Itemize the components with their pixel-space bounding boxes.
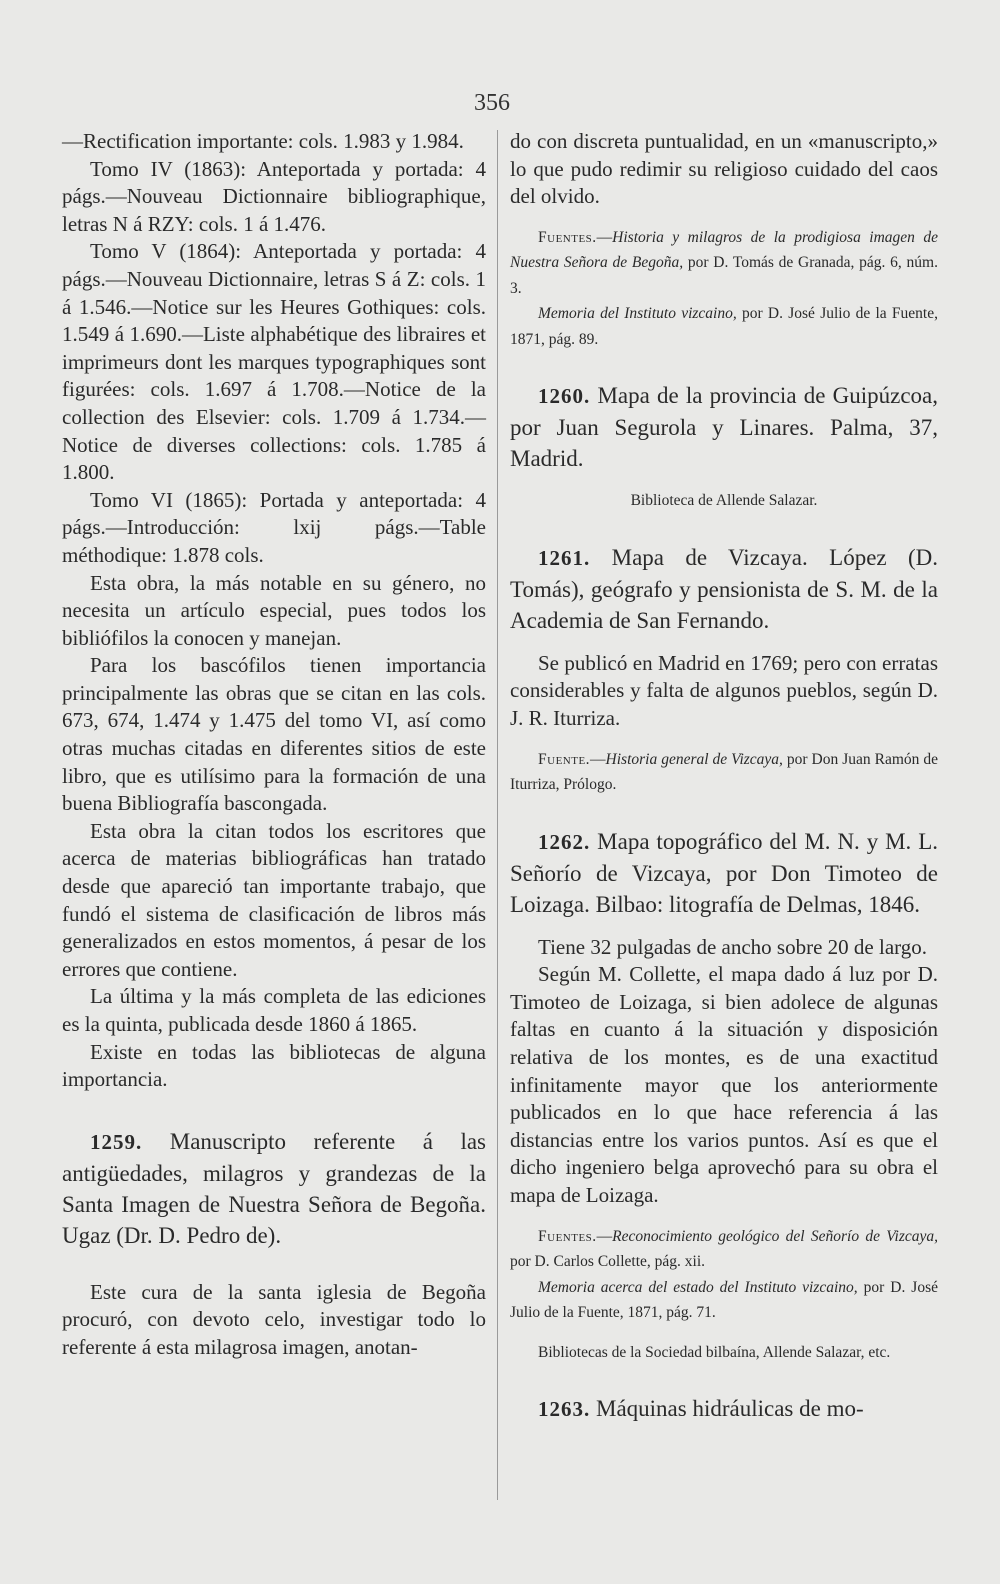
- right-column: [510, 128, 938, 1425]
- entry-1259-title: Manuscripto referente á las antigüedades, milagros y grandezas de la Santa Imagen de Nuestra Señora de Begoña. Ugaz (Dr. D. Pedro de).: [62, 1128, 487, 1248]
- source-1259-a: Fuentes.—Historia y milagros de la prodigiosa imagen de Nuestra Señora de Begoña, por D. Tomás de Granada, pág. 6, núm. 3.: [510, 228, 938, 297]
- source-title: Historia y milagros de la prodigiosa imagen de Nuestra Señora de Begoña,: [510, 228, 938, 272]
- entry-1262-title: Mapa topográfico del M. N. y M. L. Señorío de Vizcaya, por Don Timoteo de Loizaga. Bilbao: litografía de Delmas, 1846.: [510, 828, 939, 917]
- entry-1261-text: Se publicó en Madrid en 1769; pero con erratas considerables y falta de algunos pueblos, según D. J. R. Iturriza.: [510, 650, 938, 730]
- entry-1263-title: Máquinas hidráulicas de mo-: [596, 1396, 864, 1421]
- paragraph-tomo-iv: Tomo IV (1863): Anteportada y portada: 4 págs.—Nouveau Dictionnaire bibliographique, letras N á RZY: cols. 1 á 1.476.: [62, 156, 486, 236]
- source-label: Fuentes.: [538, 228, 597, 246]
- paragraph-bascofilos: Para los bascófilos tienen importancia principalmente las obras que se citan en las cols. 673, 674, 1.474 y 1.475 del tomo VI, así como otras muchas citadas en diferentes sitios de este libro, que es utilísimo para la formación de una buena Bibliografía bascongada.: [62, 653, 486, 816]
- paragraph-escritores: Esta obra la citan todos los escritores que acerca de materias bibliográficas han tratado desde que apareció tan importante trabajo, que fundó el sistema de clasificación de libros más generalizados en estos momentos, á pesar de los errores que contiene.: [62, 818, 486, 981]
- paragraph-tomo-vi: Tomo VI (1865): Portada y anteportada: 4 págs.—Introducción: lxij págs.—Table méthodique: 1.878 cols.: [62, 487, 486, 567]
- entry-1262-heading: [510, 826, 938, 920]
- paragraph-tomo-v: Tomo V (1864): Anteportada y portada: 4 págs.—Nouveau Dictionnaire, letras S á Z: cols. 1 á 1.546.—Notice sur les Heures Gothiques: cols. 1.549 á 1.690.—Liste alphabétique des libraires et imprimeurs dont les marques typographiques sont figurées: cols. 1.697 á 1.708.—Notice de la collection des Elsevier: cols. 1.709 á 1.734.—Notice de diverses collections: cols. 1.785 á 1.800.: [62, 239, 486, 485]
- column-divider: [497, 130, 498, 1500]
- entry-1262-text-2: Según M. Collette, el mapa dado á luz por D. Timoteo de Loizaga, si bien adolece de algunas faltas en cuanto á la situación y disposición relativa de los montes, es de una exactitud infinitamente mayor que los anteriormente publicados en lo que hace referencia á las distancias entre los varios puntos. Así es que el dicho ingeniero belga aprovechó para su obra el mapa de Loizaga.: [510, 962, 938, 1207]
- paragraph-obra-notable: Esta obra, la más notable en su género, no necesita un artículo especial, pues todos los bibliófilos la conocen y manejan.: [62, 570, 486, 650]
- entry-1260-title: Mapa de la provincia de Guipúzcoa, por Juan Segurola y Linares. Palma, 37, Madrid.: [510, 383, 938, 472]
- entry-1259-number: 1259.: [90, 1129, 143, 1154]
- source-1259-b: Memoria del Instituto vizcaino, por D. José Julio de la Fuente, 1871, pág. 89.: [510, 305, 938, 348]
- source-title: Historia general de Vizcaya,: [605, 750, 783, 768]
- page-number: 356: [474, 90, 510, 116]
- source-1261: Fuente.—Historia general de Vizcaya, por Don Juan Ramón de Iturriza, Prólogo.: [510, 750, 939, 794]
- left-column: [62, 128, 486, 1362]
- entry-1260-heading: [510, 380, 938, 474]
- paragraph-continuation: do con discreta puntualidad, en un «manuscripto,» lo que pudo redimir su religioso cuidado del caos del olvido.: [510, 129, 938, 209]
- source-title: Memoria acerca del estado del Instituto vizcaino,: [538, 1278, 858, 1296]
- paragraph-rectification: —Rectification importante: cols. 1.983 y 1.984.: [62, 129, 464, 153]
- entry-1259-text: Este cura de la santa iglesia de Begoña procuró, con devoto celo, investigar todo lo referente á esta milagrosa imagen, anotan-: [62, 1279, 486, 1359]
- entry-1261-title: Mapa de Vizcaya. López (D. Tomás), geógrafo y pensionista de S. M. de la Academia de San Fernando.: [510, 544, 939, 633]
- entry-1260-location: Biblioteca de Allende Salazar.: [630, 492, 818, 510]
- source-1262-b: Memoria acerca del estado del Instituto vizcaino, por D. José Julio de la Fuente, 1871, pág. 71.: [510, 1278, 938, 1321]
- entry-1261-heading: [510, 542, 938, 636]
- entry-1263-number: 1263.: [538, 1397, 591, 1421]
- source-title: Reconocimiento geológico del Señorío de Vizcaya,: [612, 1227, 938, 1245]
- entry-1261-number: 1261.: [538, 545, 591, 570]
- source-1262-a: Fuentes.—Reconocimiento geológico del Señorío de Vizcaya, por D. Carlos Collette, pág. xii.: [510, 1227, 938, 1270]
- source-label: Fuente.: [538, 750, 591, 768]
- entry-1260-number: 1260.: [538, 384, 591, 409]
- entry-1263-heading: [510, 1393, 938, 1425]
- source-label: Fuentes.: [538, 1227, 597, 1245]
- entry-1262-location: Bibliotecas de la Sociedad bilbaína, Allende Salazar, etc.: [538, 1343, 891, 1361]
- source-title: Memoria del Instituto vizcaino,: [538, 305, 737, 323]
- entry-1262-number: 1262.: [538, 829, 591, 854]
- entry-1259-heading: [62, 1126, 486, 1251]
- paragraph-ultima-edicion: La última y la más completa de las ediciones es la quinta, publicada desde 1860 á 1865.: [62, 984, 486, 1036]
- entry-1262-text-1: Tiene 32 pulgadas de ancho sobre 20 de largo.: [538, 934, 928, 959]
- paragraph-existe: Existe en todas las bibliotecas de alguna importancia.: [62, 1039, 486, 1092]
